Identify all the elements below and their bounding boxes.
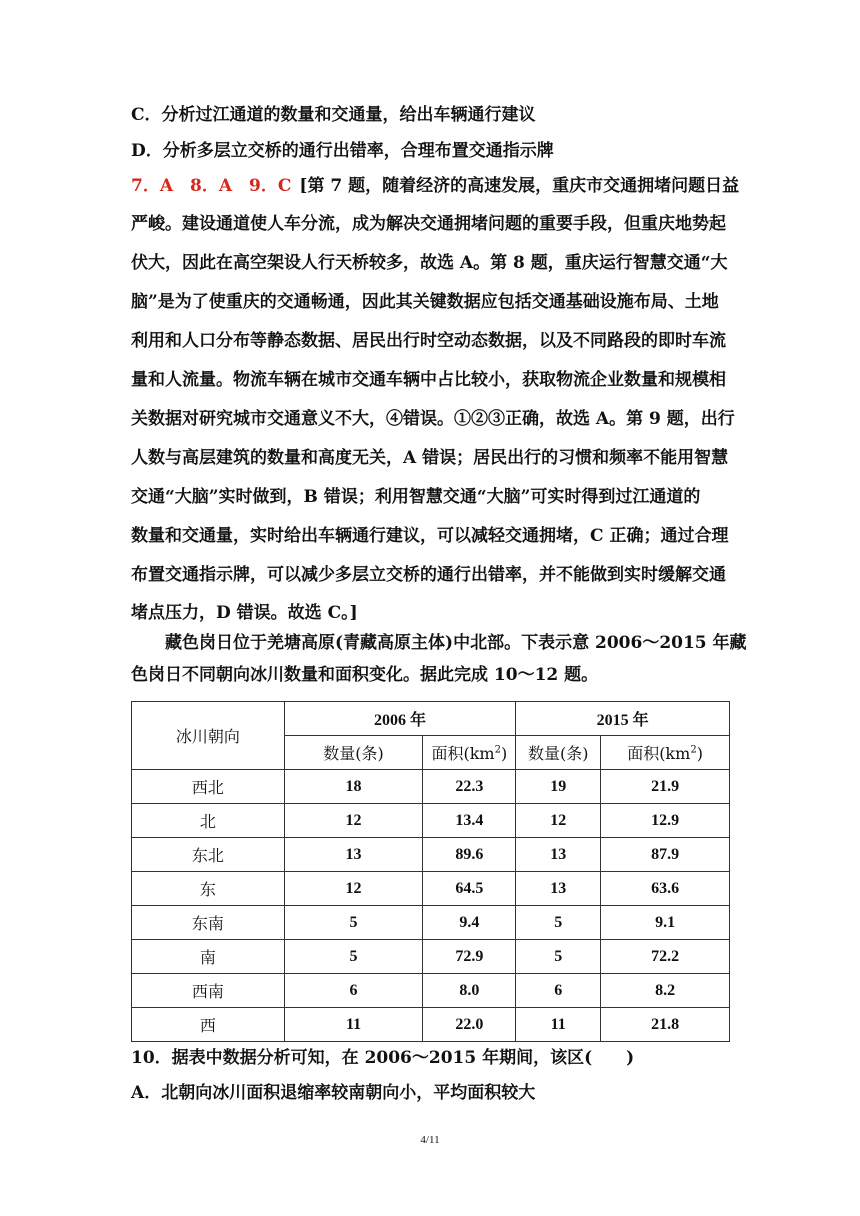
header-area-2015: 面积$(km^2)$ [601,736,730,770]
cell-count-2015: 5 [516,906,601,940]
cell-direction: 西 [132,1008,285,1042]
cell-count-2006: 6 [284,974,423,1008]
cell-count-2015: 19 [516,770,601,804]
answer-line-8: 交通“大脑”实时做到，B 错误；利用智慧交通“大脑”可实时得到过江通道的 [131,487,701,507]
cell-count-2015: 11 [516,1008,601,1042]
cell-count-2015: 5 [516,940,601,974]
cell-count-2006: 13 [284,838,423,872]
table-row [132,770,730,804]
answer-line-1: 严峻。建设通道使人车分流，成为解决交通拥堵问题的重要手段，但重庆地势起 [131,214,726,234]
cell-area-2006: 13.4 [423,804,516,838]
cell-direction: 北 [132,804,285,838]
cell-area-2006: 9.4 [423,906,516,940]
table-row [132,838,730,872]
answer-line-11: 堵点压力，D 错误。故选 C。] [131,603,358,623]
cell-area-2015: 72.2 [601,940,730,974]
cell-area-2015: 12.9 [601,804,730,838]
cell-area-2006: 64.5 [423,872,516,906]
cell-area-2006: 22.3 [423,770,516,804]
answer-line-0: [第 7 题，随着经济的高速发展，重庆市交通拥堵问题日益 [299,176,740,196]
cell-area-2006: 8.0 [423,974,516,1008]
answer-first-line [131,174,740,198]
answer-line-10: 布置交通指示牌，可以减少多层立交桥的通行出错率，并不能做到实时缓解交通 [131,565,726,585]
cell-area-2015: 63.6 [601,872,730,906]
answer-line-2: 伏大，因此在高空架设人行天桥较多，故选 A。第 8 题，重庆运行智慧交通“大 [131,253,728,273]
cell-area-2015: 87.9 [601,838,730,872]
header-count-2006: 数量(条) [284,736,423,770]
cell-count-2006: 12 [284,804,423,838]
cell-area-2015: 21.9 [601,770,730,804]
cell-count-2015: 13 [516,838,601,872]
cell-area-2015: 9.1 [601,906,730,940]
answer-line-9: 数量和交通量，实时给出车辆通行建议，可以减轻交通拥堵，C 正确；通过合理 [131,526,729,546]
header-count-2015: 数量(条) [516,736,601,770]
cell-direction: 东 [132,872,285,906]
cell-area-2006: 89.6 [423,838,516,872]
question-10-option-a: A．北朝向冰川面积退缩率较南朝向小，平均面积较大 [131,1083,536,1103]
intro-line-0: 藏色岗日位于羌塘高原(青藏高原主体)中北部。下表示意 2006～2015 年藏 [165,633,747,653]
table-row [132,804,730,838]
cell-area-2006: 22.0 [423,1008,516,1042]
table-row [132,906,730,940]
answer-line-3: 脑”是为了使重庆的交通畅通，因此其关键数据应包括交通基础设施布局、土地 [131,292,719,312]
question-10-stem: 10．据表中数据分析可知，在 2006～2015 年期间，该区( ) [131,1048,635,1068]
cell-direction: 东南 [132,906,285,940]
header-year-2015: 2015 年 [516,702,730,736]
table-row [132,1008,730,1042]
table-row [132,872,730,906]
answer-line-6: 关数据对研究城市交通意义不大，④错误。①②③正确，故选 A。第 9 题，出行 [131,409,735,429]
cell-direction: 西南 [132,974,285,1008]
cell-area-2015: 8.2 [601,974,730,1008]
header-year-2006: 2006 年 [284,702,516,736]
cell-count-2006: 12 [284,872,423,906]
cell-count-2015: 12 [516,804,601,838]
cell-count-2006: 18 [284,770,423,804]
option-c-prev: C．分析过江通道的数量和交通量，给出车辆通行建议 [131,105,536,125]
header-area-2006: 面积$(km^2)$ [423,736,516,770]
cell-count-2006: 5 [284,906,423,940]
cell-direction: 南 [132,940,285,974]
answer-line-7: 人数与高层建筑的数量和高度无关，A 错误；居民出行的习惯和频率不能用智慧 [131,448,729,468]
header-orientation: 冰川朝向 [132,702,285,770]
cell-count-2006: 11 [284,1008,423,1042]
cell-count-2006: 5 [284,940,423,974]
intro-line-1: 色岗日不同朝向冰川数量和面积变化。据此完成 10～12 题。 [131,665,599,685]
answer-line-5: 量和人流量。物流车辆在城市交通车辆中占比较小，获取物流企业数量和规模相 [131,370,726,390]
glacier-table [131,701,730,1042]
page-number: 4/11 [420,1134,440,1146]
table-row [132,974,730,1008]
cell-direction: 东北 [132,838,285,872]
cell-area-2015: 21.8 [601,1008,730,1042]
cell-area-2006: 72.9 [423,940,516,974]
cell-count-2015: 6 [516,974,601,1008]
cell-direction: 西北 [132,770,285,804]
table-row [132,940,730,974]
answer-line-4: 利用和人口分布等静态数据、居民出行时空动态数据，以及不同路段的即时车流 [131,331,726,351]
option-d-prev: D．分析多层立交桥的通行出错率，合理布置交通指示牌 [131,141,554,161]
answer-label: 7．A 8．A 9．C [131,176,292,196]
cell-count-2015: 13 [516,872,601,906]
